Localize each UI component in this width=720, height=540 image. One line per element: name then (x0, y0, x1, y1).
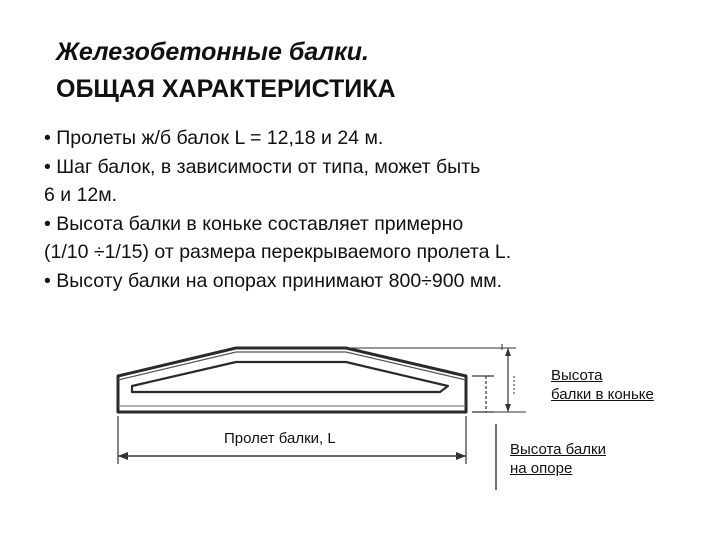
bullet-ridge-height-line-2: (1/10 ÷1/15) от размера перекрываемого пролета L. (44, 241, 512, 263)
support-height-dimension (472, 376, 496, 490)
bullet-spacing-line-1: • Шаг балок, в зависимости от типа, может быть (44, 155, 481, 178)
ridge-height-label-line-1: Высота (551, 367, 603, 384)
bullet-support-height: • Высоту балки на опорах принимают 800÷900 мм. (44, 269, 503, 292)
bullet-list (44, 124, 704, 295)
ridge-height-label (551, 366, 654, 404)
support-height-label-line-2: на опоре (510, 460, 573, 477)
span-label: Пролет балки, L (224, 430, 336, 447)
slide-title (56, 34, 396, 108)
beam-diagram (96, 340, 536, 490)
beam-body (118, 348, 466, 412)
bullet-spans: • Пролеты ж/б балок L = 12,18 и 24 м. (44, 127, 384, 149)
bullet-spacing-line-2: 6 и 12м. (44, 184, 118, 206)
bullet-ridge-height-line-1: • Высота балки в коньке составляет примерно (44, 212, 464, 235)
title-line-1: Железобетонные балки. (56, 38, 369, 66)
ridge-height-label-line-2: балки в коньке (551, 386, 654, 403)
title-line-2: ОБЩАЯ ХАРАКТЕРИСТИКА (56, 75, 396, 103)
support-height-label-line-1: Высота балки (510, 441, 606, 458)
support-height-label (510, 440, 606, 478)
